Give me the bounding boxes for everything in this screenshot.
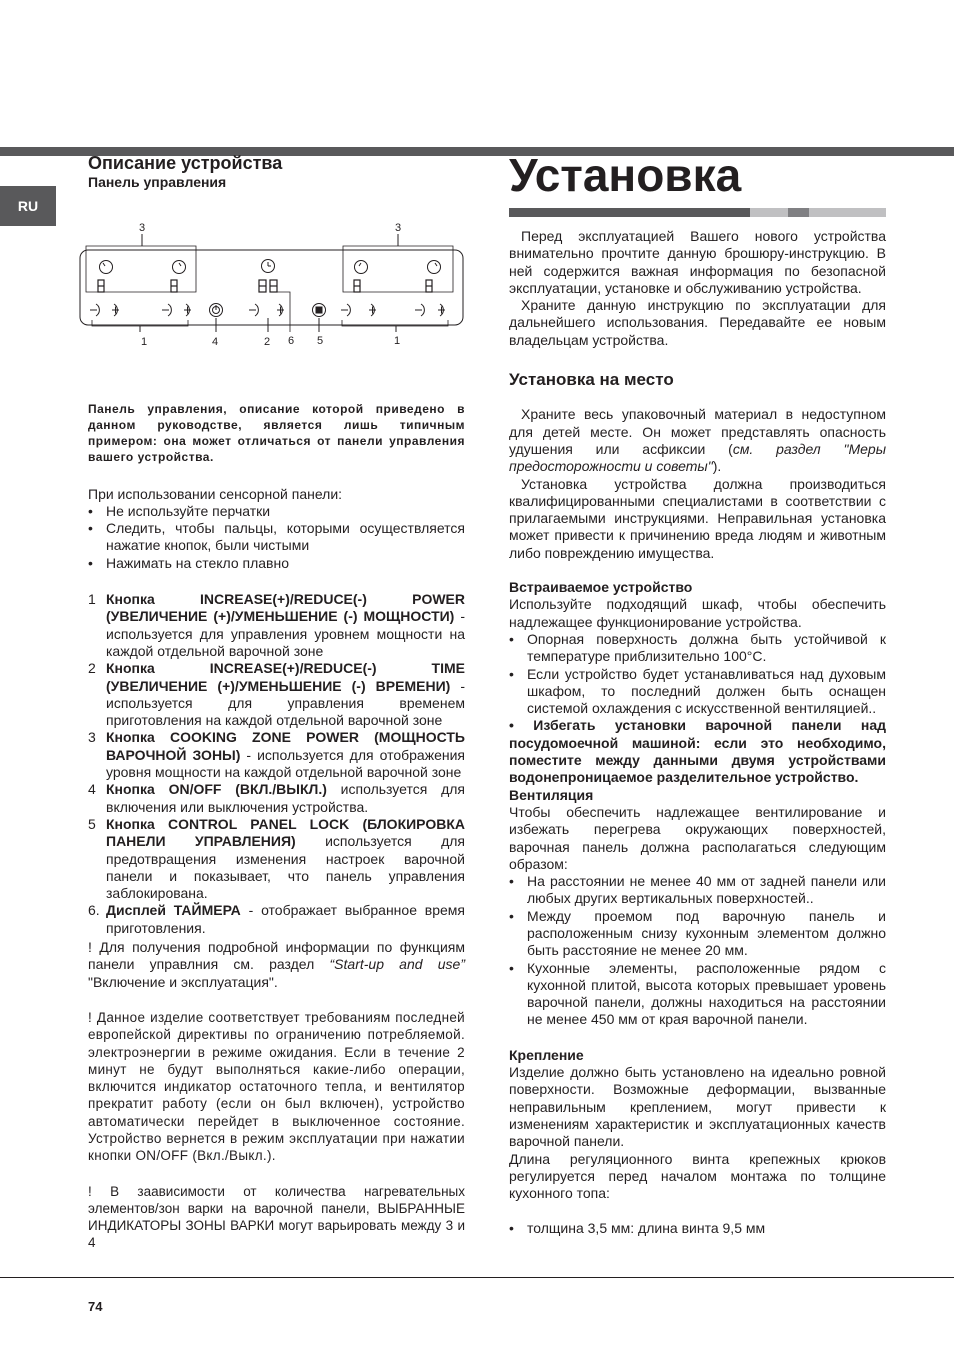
builtin-bullets (509, 631, 886, 717)
list-item: 6. Дисплей ТАЙМЕРА - отображает выбранное время приготовления. (88, 902, 466, 936)
list-item: • Опорная поверхность должна быть устойчивой к температуре приблизительно 100°С. (509, 631, 886, 666)
callout-2: 2 (264, 336, 271, 348)
callout-1-left: 1 (141, 336, 148, 348)
ventilation-bullets (509, 873, 886, 1029)
item-title: Кнопка INCREASE(+)/REDUCE(-) POWER (УВЕЛИЧЕНИЕ (+)/УМЕНЬШЕНИЕ (-) МОЩНОСТИ) (106, 591, 465, 625)
section-heading-install: Установка на место (509, 370, 674, 390)
subheading-ventilation: Вентиляция (509, 786, 594, 803)
mounting-paragraph-2: Длина регуляционного винта крепежных крюков регулируется перед началом монтажа по толщине кухонного топа: (509, 1150, 886, 1202)
panel-outline (80, 250, 463, 325)
title-rule (509, 208, 886, 217)
list-item: • Не используйте перчатки (88, 503, 465, 520)
zone-group-left (86, 246, 196, 292)
minus-icon[interactable] (162, 304, 171, 316)
list-item: • Между проемом под варочную панель и расположенным снизу кухонным элементом должно быть расстояние не менее 20 мм. (509, 908, 886, 960)
zone-display (354, 280, 360, 292)
page-title: Установка (509, 149, 742, 201)
zone-power-icon (100, 261, 113, 274)
ventilation-paragraph: Чтобы обеспечить надлежащее вентилирование и избежать перегрева окружающих поверхностей, варочная панель должна располагаться следующим образом: (509, 803, 886, 872)
zone-display (171, 280, 177, 292)
callout-3-right: 3 (395, 222, 402, 234)
intro-paragraph-1: Перед эксплуатацией Вашего нового устройства внимательно прочтите данную брошюру-инструкцию. В ней содержится важная информация по безопасной эксплуатации, установке и обслуживанию устройства. (509, 228, 886, 296)
page-number: 74 (88, 1299, 103, 1314)
touch-intro: При использовании сенсорной панели: (88, 485, 343, 502)
minus-icon[interactable] (415, 304, 424, 316)
minus-icon[interactable] (341, 304, 350, 316)
item-text: - используется для отображения уровня мощности на каждой отдельной варочной зоне (106, 746, 465, 781)
item-text: - отображает выбранное время приготовления. (106, 902, 466, 936)
lock-icon[interactable] (313, 304, 326, 317)
list-item: 1 Кнопка INCREASE(+)/REDUCE(-) POWER (УВЕЛИЧЕНИЕ (+)/УМЕНЬШЕНИЕ (-) МОЩНОСТИ) - используется для управления уровнем мощности на каждой отдельной варочной зоне (88, 591, 465, 659)
item-title: Кнопка COOKING ZONE POWER (МОЩНОСТЬ ВАРОЧНОЙ ЗОНЫ) (106, 729, 465, 763)
item-title: Кнопка INCREASE(+)/REDUCE(-) TIME (УВЕЛИЧЕНИЕ (+)/УМЕНЬШЕНИЕ (-) ВРЕМЕНИ) (106, 660, 465, 694)
list-item: • Кухонные элементы, расположенные рядом с кухонной плитой, высота которых превышает уровень варочной панели, должны находиться на расстоянии не менее 450 мм от края варочной панели. (509, 960, 886, 1029)
callout-1-right: 1 (394, 335, 401, 347)
mounting-paragraph-1: Изделие должно быть установлено на идеально ровной поверхности. Возможные деформации, вызванные неправильным креплением, могут привести к изменениям характеристик и эксплуатационных качеств варочной панели. (509, 1064, 886, 1150)
item-text: используется для включения или выключения устройства. (106, 781, 465, 815)
builtin-paragraph: Используйте подходящий шкаф, чтобы обеспечить надлежащее функционирование устройства. (509, 596, 886, 630)
item-text: - используется для управления уровнем мощности на каждой отдельной варочной зоне (106, 608, 465, 659)
item-title: Кнопка CONTROL PANEL LOCK (БЛОКИРОВКА ПАНЕЛИ УПРАВЛЕНИЯ) (106, 815, 465, 850)
callout-6: 6 (288, 335, 295, 347)
zone-power-icon (428, 261, 441, 274)
item-title: Дисплей ТАЙМЕРА (106, 902, 241, 919)
list-item: 4 Кнопка ON/OFF (ВКЛ./ВЫКЛ.) используется для включения или выключения устройства. (88, 781, 465, 815)
item-text: используется для предотвращения изменения настроек варочной панели и показывает, что панель управления заблокирована. (106, 833, 465, 902)
item-text: - используется для управления временем приготовления на каждой отдельной варочной зоне (106, 677, 465, 729)
zones-note: ! В заависимости от количества нагревательных элементов/зон варки на варочной панели, ВЫБРАННЫЕ ИНДИКАТОРЫ ЗОНЫ ВАРКИ могут варьировать между 3 и 4 (88, 1183, 465, 1251)
zone-power-icon (173, 261, 186, 274)
mounting-bullets (509, 1220, 886, 1237)
controls-list (88, 591, 465, 937)
standby-note: ! Данное изделие соответствует требованиям последней европейской директивы по ограничению потребляемой. электроэнергии в режиме ожидания. Если в течение 2 минут не будут выполняться какие-либо операции, включится индикатор остаточного тепла, и вентилятор прекратит работу (если он был включен), устройство автоматически перейдет в выключенное состояние. Устройство вернется в режим эксплуатации при нажатии кнопки ON/OFF (Вкл./Выкл.). (88, 1009, 465, 1164)
power-on-off-icon[interactable] (210, 304, 223, 317)
packaging-paragraph: Храните весь упаковочный материал в недоступном для детей месте. Он может представлять опасность удушения или асфиксии (см. раздел "Меры предосторожности и советы"). (509, 406, 886, 475)
plus-icon[interactable] (369, 304, 376, 316)
zone-display (426, 280, 432, 292)
callout-5: 5 (317, 335, 324, 347)
list-item: • толщина 3,5 мм: длина винта 9,5 мм (509, 1220, 886, 1237)
list-item: 2 Кнопка INCREASE(+)/REDUCE(-) TIME (УВЕЛИЧЕНИЕ (+)/УМЕНЬШЕНИЕ (-) ВРЕМЕНИ) - используется для управления временем приготовления на каждой отдельной варочной зоне (88, 660, 465, 729)
intro-paragraph-2: Храните данную инструкцию по эксплуатации для дальнейшего использования. Передавайте ее новым владельцам устройства. (509, 297, 886, 348)
minus-icon[interactable] (90, 304, 99, 316)
installer-paragraph: Установка устройства должна производиться квалифицированными специалистами в соответствии с прилагаемыми инструкциями. Неправильная установка может привести к причинению вреда людям и животным либо повреждению имущества. (509, 475, 886, 561)
list-item: • На расстоянии не менее 40 мм от задней панели или любых других вертикальных поверхностей.. (509, 873, 886, 908)
touch-bullets (88, 503, 465, 572)
zone-power-icon (355, 261, 368, 274)
panel-note: Панель управления, описание которой приведено в данном руководстве, является лишь типичным примером: она может отличаться от панели управления вашего устройства. (88, 401, 465, 464)
subheading-builtin: Встраиваемое устройство (509, 579, 693, 596)
plus-icon[interactable] (184, 304, 191, 316)
info-note: ! Для получения подробной информации по функциям панели управлния см. раздел “Start-up and use” "Включение и эксплуатация". (88, 939, 465, 990)
list-item: 3 Кнопка COOKING ZONE POWER (МОЩНОСТЬ ВАРОЧНОЙ ЗОНЫ) - используется для отображения уровня мощности на каждой отдельной варочной зоне (88, 729, 465, 781)
callout-4: 4 (212, 336, 219, 348)
item-title: Кнопка ON/OFF (ВКЛ./ВЫКЛ.) (106, 781, 327, 798)
plus-icon[interactable] (277, 304, 284, 316)
subheading-mounting: Крепление (509, 1046, 584, 1063)
control-panel-diagram (78, 220, 466, 348)
subheading-control-panel: Панель управления (88, 174, 227, 191)
section-heading-description: Описание устройства (88, 153, 283, 173)
footer-rule (0, 1277, 954, 1278)
timer-display (259, 280, 277, 292)
list-item: • Следить, чтобы пальцы, которыми осуществляется нажатие кнопок, были чистыми (88, 520, 465, 555)
right-column (509, 150, 886, 1238)
plus-icon[interactable] (438, 304, 445, 316)
callout-3-left: 3 (139, 222, 146, 234)
list-item: • Если устройство будет устанавливаться над духовым шкафом, то последний должен быть оснащен системой охлаждения с искусственной вентиляцией.. (509, 666, 886, 718)
plus-icon[interactable] (112, 304, 119, 316)
dishwasher-warning: • Избегать установки варочной панели над посудомоечной машиной: если это необходимо, поместите между данными двумя устройствами водонепроницаемое разделительное устройство. (509, 717, 886, 786)
list-item: • Нажимать на стекло плавно (88, 555, 465, 572)
timer-clock-icon (262, 260, 275, 273)
list-item: 5 Кнопка CONTROL PANEL LOCK (БЛОКИРОВКА ПАНЕЛИ УПРАВЛЕНИЯ) используется для предотвращения изменения настроек варочной панели и показывает, что панель управления заблокирована. (88, 815, 465, 902)
minus-icon[interactable] (249, 304, 258, 316)
language-badge: RU (0, 186, 56, 226)
zone-display (98, 280, 104, 292)
